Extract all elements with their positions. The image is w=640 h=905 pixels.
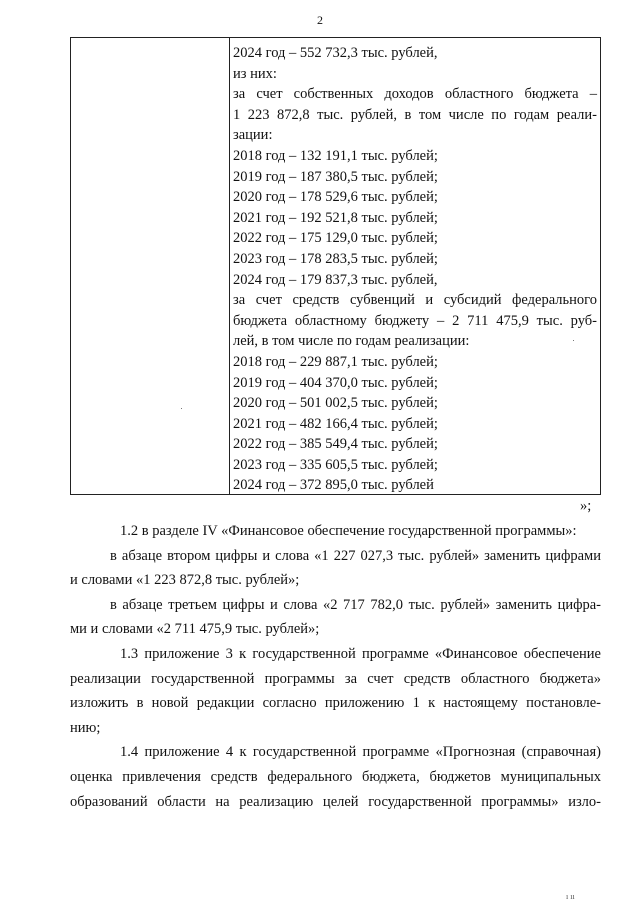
table-cell-line: за счет средств субвенций и субсидий федерального — [233, 292, 597, 309]
table-cell-line: 2024 год – 552 732,3 тыс. рублей, — [233, 45, 438, 61]
table-cell-line: 2021 год – 192 521,8 тыс. рублей; — [233, 209, 438, 226]
budget-table — [70, 37, 601, 495]
table-cell-line: 2020 год – 178 529,6 тыс. рублей; — [233, 189, 438, 206]
paragraph-line: ми и словами «2 711 475,9 тыс. рублей»; — [70, 621, 320, 638]
table-cell-line: 2023 год – 178 283,5 тыс. рублей; — [233, 250, 438, 267]
paragraph-line: и словами «1 223 872,8 тыс. рублей»; — [70, 572, 300, 589]
table-cell-line: 2021 год – 482 166,4 тыс. рублей; — [233, 415, 438, 432]
table-cell-line: 2020 год – 501 002,5 тыс. рублей; — [233, 395, 438, 412]
table-cell-line: 2022 год – 385 549,4 тыс. рублей; — [233, 436, 438, 453]
paragraph-line: 1.3 приложение 3 к государственной программе «Финансовое обеспечение — [120, 645, 601, 662]
table-column-divider — [229, 38, 230, 494]
page-number: 2 — [317, 13, 323, 27]
paragraph-line: реализации государственной программы за счет средств областного бюджета» — [70, 670, 601, 687]
paragraph-line: в абзаце втором цифры и слова «1 227 027,3 тыс. рублей» заменить цифрами — [110, 547, 601, 564]
table-cell-line: за счет собственных доходов областного бюджета – — [233, 86, 597, 103]
table-right-cell — [233, 43, 597, 496]
table-cell-line: лей, в том числе по годам реализации: — [233, 333, 470, 350]
table-cell-line: бюджета областному бюджету – 2 711 475,9 тыс. руб- — [233, 312, 597, 329]
paragraph-line: оценка привлечения средств федерального бюджета, бюджетов муниципальных — [70, 768, 601, 785]
table-cell-line: 2022 год – 175 129,0 тыс. рублей; — [233, 230, 438, 247]
paragraph-line: изложить в новой редакции согласно приложению 1 к настоящему постановле- — [70, 695, 601, 712]
paragraph-line: в абзаце третьем цифры и слова «2 717 782,0 тыс. рублей» заменить цифра- — [110, 596, 601, 613]
paragraph-line: 1.4 приложение 4 к государственной программе «Прогнозная (справочная) — [120, 744, 601, 761]
table-left-cell — [71, 38, 229, 494]
closing-quote: »; — [580, 498, 592, 514]
paragraph-line: 1.2 в разделе IV «Финансовое обеспечение государственной программы»: — [120, 523, 577, 539]
table-cell-line: 2024 год – 179 837,3 тыс. рублей, — [233, 271, 438, 288]
table-cell-line: 1 223 872,8 тыс. рублей, в том числе по годам реали- — [233, 106, 597, 123]
paragraph-line: нию; — [70, 719, 101, 736]
table-cell-line: 2024 год – 372 895,0 тыс. рублей — [233, 477, 434, 494]
table-cell-line: зации: — [233, 127, 273, 144]
corner-mark: ı ıı — [566, 892, 575, 901]
scan-speck — [181, 408, 182, 409]
table-cell-line: 2018 год – 132 191,1 тыс. рублей; — [233, 147, 438, 164]
table-cell-line: 2018 год – 229 887,1 тыс. рублей; — [233, 353, 438, 370]
paragraph-line: образований области на реализацию целей государственной программы» изло- — [70, 793, 601, 810]
table-cell-line: 2019 год – 187 380,5 тыс. рублей; — [233, 168, 438, 185]
table-cell-line: 2023 год – 335 605,5 тыс. рублей; — [233, 456, 438, 473]
table-cell-line: из них: — [233, 65, 277, 82]
table-cell-line: 2019 год – 404 370,0 тыс. рублей; — [233, 374, 438, 391]
body-text — [70, 519, 601, 814]
